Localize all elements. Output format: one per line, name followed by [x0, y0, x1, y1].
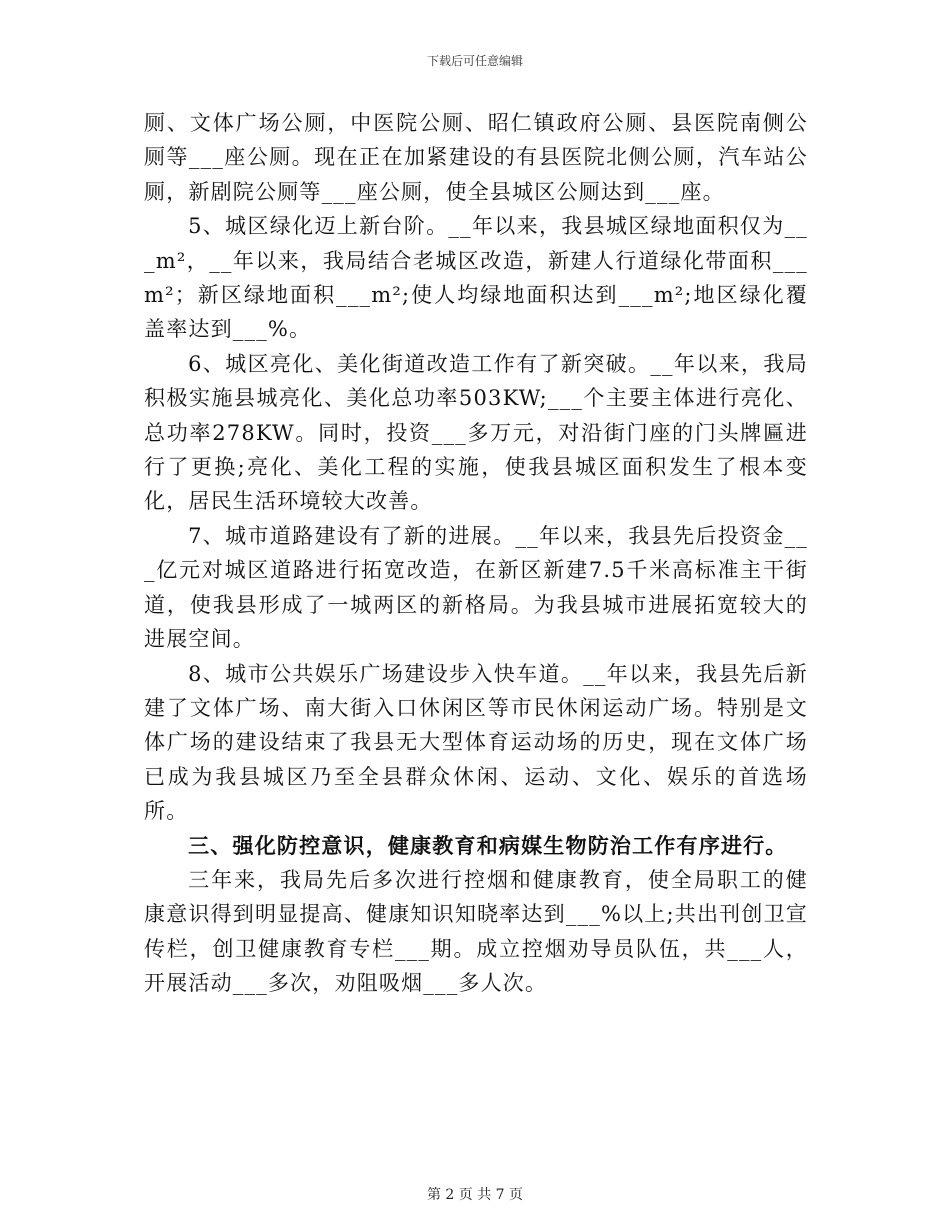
page-header-note: 下载后可任意编辑	[426, 54, 523, 68]
paragraph-section-3: 三年来，我局先后多次进行控烟和健康教育，使全局职工的健康意识得到明显提高、健康知识知晓率达到___%以上;共出刊创卫宣传栏，创卫健康教育专栏___期。成立控烟劝导员队伍，共___人，开展活动___多次，劝阻吸烟___多人次。	[144, 867, 808, 996]
paragraph-item-6: 6、城区亮化、美化街道改造工作有了新突破。__年以来，我局积极实施县城亮化、美化总功率503KW;___个主要主体进行亮化、总功率278KW。同时，投资___多万元，对沿街门座的门头牌匾进行了更换;亮化、美化工程的实施，使我县城区面积发生了根本变化，居民生活环境较大改善。	[144, 351, 808, 514]
section-heading-3: 三、强化防控意识，健康教育和病媒生物防治工作有序进行。	[188, 832, 788, 858]
paragraph-item-7: 7、城市道路建设有了新的进展。__年以来，我县先后投资金___亿元对城区道路进行拓宽改造，在新区新建7.5千米高标准主干街道，使我县形成了一城两区的新格局。为我县城市进展拓宽较大的进展空间。	[144, 523, 808, 652]
page-number: 第 2 页 共 7 页	[426, 1187, 524, 1203]
paragraph-item-5: 5、城区绿化迈上新台阶。__年以来，我县城区绿地面积仅为___m²，__年以来，我局结合老城区改造，新建人行道绿化带面积___m²；新区绿地面积___m²;使人均绿地面积达到___m²;地区绿化覆盖率达到___%。	[144, 214, 808, 342]
document-body	[144, 106, 808, 1001]
paragraph-continued: 厕、文体广场公厕，中医院公厕、昭仁镇政府公厕、县医院南侧公厕等___座公厕。现在正在加紧建设的有县医院北侧公厕，汽车站公厕，新剧院公厕等___座公厕，使全县城区公厕达到___座。	[144, 111, 808, 204]
paragraph-item-8: 8、城市公共娱乐广场建设步入快车道。__年以来，我县先后新建了文体广场、南大街入口休闲区等市民休闲运动广场。特别是文体广场的建设结束了我县无大型体育运动场的历史，现在文体广场已成为我县城区乃至全县群众休闲、运动、文化、娱乐的首选场所。	[144, 661, 808, 824]
